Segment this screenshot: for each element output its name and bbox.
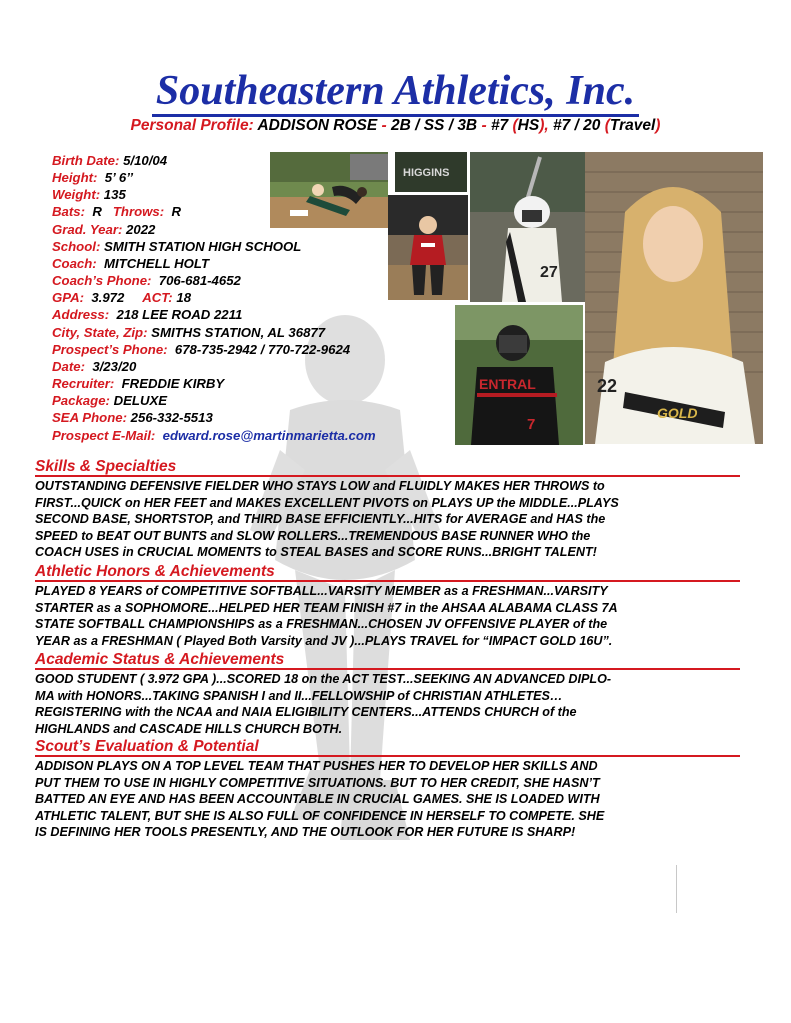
info-bats-throws: Bats: R Throws: R: [52, 204, 181, 220]
info-date: Date: 3/23/20: [52, 358, 137, 374]
info-package: Package: DELUXE: [52, 393, 168, 409]
section-heading-scout-evaluation: Scout’s Evaluation & Potential: [35, 738, 740, 757]
divider-line: [676, 865, 677, 913]
section-heading-athletic-honors: Athletic Honors & Achievements: [35, 563, 740, 582]
section-body-athletic-honors: PLAYED 8 YEARS of COMPETITIVE SOFTBALL...VARSITY MEMBER as a FRESHMAN...VARSITY STARTER as a SOPHOMORE...HELPED HER TEAM FINISH #7 in the AHSAA ALABAMA CLASS 7A STATE SOFTBALL CHAMPIONSHIPS as a FRESHMAN...CHOSEN JV OFFENSIVE PLAYER of the YEAR as a FRESHMAN ( Played Both Varsity and JV )...PLAYS TRAVEL for “IMPACT GOLD 16U”.: [35, 584, 618, 648]
info-coach-phone: Coach’s Phone: 706-681-4652: [52, 273, 241, 289]
info-email: Prospect E-Mail: edward.rose@martinmarietta.com: [52, 427, 376, 443]
banner-text: HIGGINS: [403, 167, 450, 179]
portrait-jersey-number: 22: [597, 376, 618, 396]
field-jersey-number: 7: [527, 416, 536, 433]
field-team-text: ENTRAL: [479, 376, 536, 392]
sliding-action-photo: [270, 152, 388, 228]
info-weight: Weight: 135: [52, 187, 126, 203]
info-address: Address: 218 LEE ROAD 2211: [52, 307, 243, 323]
company-title: Southeastern Athletics, Inc.: [0, 66, 791, 116]
email-link[interactable]: edward.rose@martinmarietta.com: [162, 427, 376, 443]
section-heading-skills: Skills & Specialties: [35, 458, 740, 477]
section-heading-academic: Academic Status & Achievements: [35, 651, 740, 670]
info-birth-date: Birth Date: 5/10/04: [52, 153, 168, 168]
section-body-scout-evaluation: ADDISON PLAYS ON A TOP LEVEL TEAM THAT PUSHES HER TO DEVELOP HER SKILLS AND PUT THEM TO USE IN HIGHLY COMPETITIVE SITUATIONS. BUT TO HER CREDIT, SHE HASN’T BATTED AN EYE AND HAS BEEN ACCOUNTABLE IN CRUCIAL GAMES. SHE IS LOADED WITH ATHLETIC TALENT, BUT SHE IS ALSO FULL OF CONFIDENCE IN HERSELF TO COMPETE. SHE IS DEFINING HER TOOLS PRESENTLY, AND THE OUTLOOK FOR HER FUTURE IS SHARP!: [35, 759, 605, 840]
info-height: Height: 5’ 6’’: [52, 170, 134, 186]
banner-sign: [395, 152, 467, 192]
field-helmet-photo: [455, 305, 583, 445]
info-sea-phone: SEA Phone: 256-332-5513: [52, 410, 213, 426]
section-body-skills: OUTSTANDING DEFENSIVE FIELDER WHO STAYS LOW and FLUIDLY MAKES HER THROWS to FIRST...QUICK on HER FEET and MAKES EXCELLENT PIVOTS on PLAYS UP the MIDDLE...PLAYS SECOND BASE, SHORTSTOP, and THIRD BASE EFFICIENTLY...HITS for AVERAGE and HAS the SPEED to BEAT OUT BUNTS and SLOW ROLLERS...TREMENDOUS BASE RUNNER WHO the COACH USES in CRUCIAL MOMENTS to STEAL BASES and SCORE RUNS...BRIGHT TALENT!: [35, 479, 619, 560]
player-positions: 2B / SS / 3B: [390, 117, 478, 134]
batting-jersey-number: 27: [540, 264, 558, 281]
portrait-team-text: GOLD: [657, 405, 698, 421]
section-body-academic: GOOD STUDENT ( 3.972 GPA )...SCORED 18 on the ACT TEST...SEEKING AN ADVANCED DIPLO- MA with HONORS...TAKING SPANISH I and II...FELLOWSHIP of CHRISTIAN ATHLETES… REGISTERING with the NCAA and NAIA ELIGIBILITY CENTERS...ATTENDS CHURCH of the HIGHLANDS and CASCADE HILLS CHURCH BOTH.: [35, 672, 612, 736]
player-name: ADDISON ROSE: [257, 117, 378, 134]
info-recruiter: Recruiter: FREDDIE KIRBY: [52, 376, 225, 392]
portrait-photo: [585, 152, 763, 444]
info-city-state-zip: City, State, Zip: SMITHS STATION, AL 36877: [52, 324, 326, 340]
info-grad-year: Grad. Year: 2022: [52, 221, 156, 237]
batting-photo: [470, 152, 585, 302]
info-school: School: SMITH STATION HIGH SCHOOL: [52, 238, 302, 254]
info-prospect-phone: Prospect’s Phone: 678-735-2942 / 770-722-9624: [52, 341, 351, 357]
personal-profile-line: Personal Profile: ADDISON ROSE - 2B / SS / 3B - #7 (HS), #7 / 20 (Travel): [130, 117, 661, 134]
info-gpa-act: GPA: 3.972 ACT: 18: [52, 290, 192, 306]
info-coach: Coach: MITCHELL HOLT: [52, 255, 210, 271]
fielding-stance-photo: [388, 195, 468, 300]
